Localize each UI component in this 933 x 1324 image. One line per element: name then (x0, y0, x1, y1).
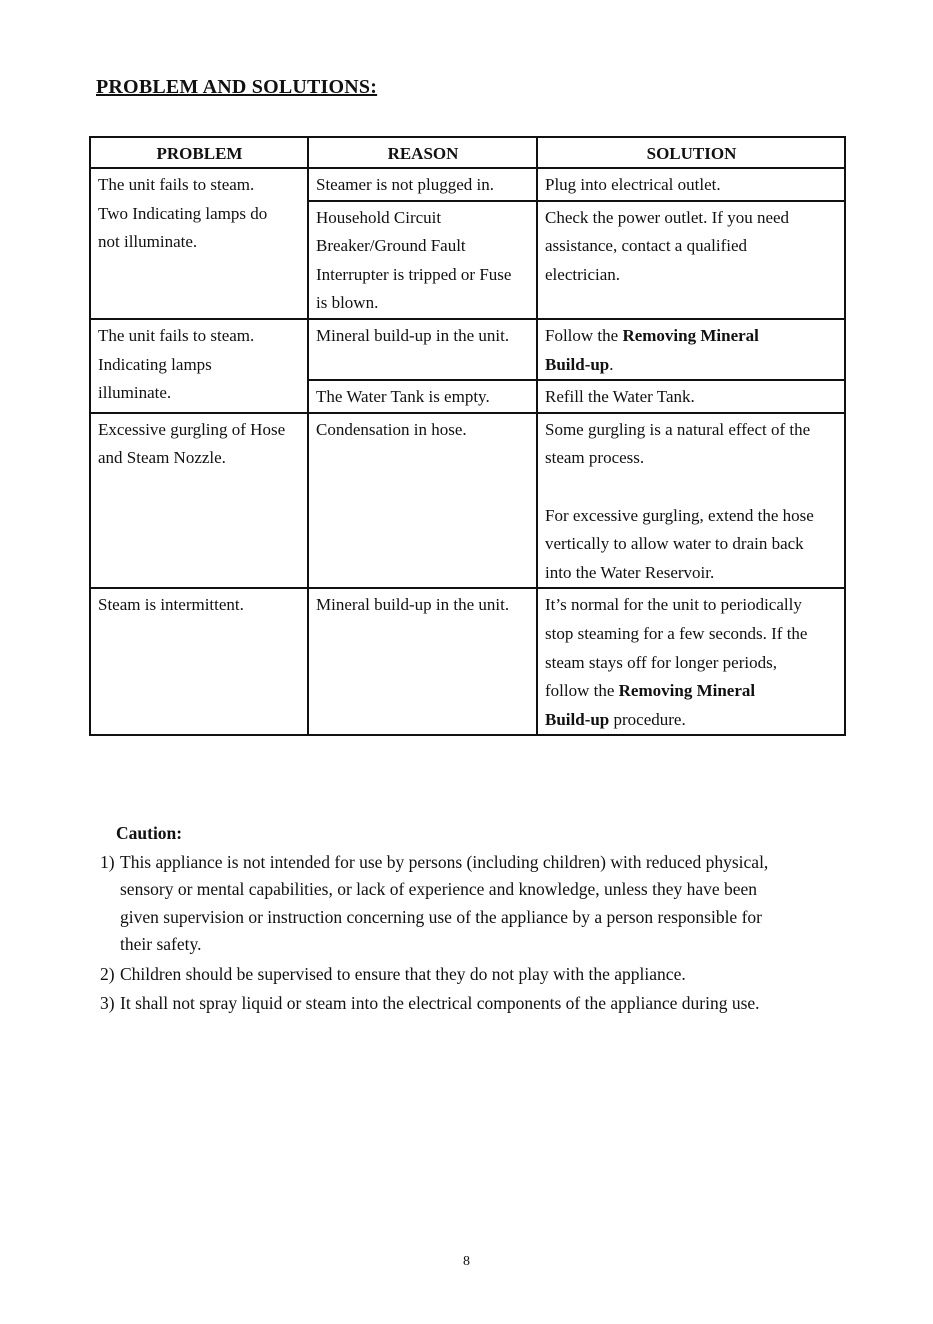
solution-bold-text: Build-up (545, 709, 610, 729)
solution-line: electrician. (545, 264, 621, 284)
caution-item-number: 3) (100, 993, 115, 1013)
reason-line: Steamer is not plugged in. (316, 175, 495, 194)
caution-item (96, 990, 856, 1018)
solution-cell (537, 413, 845, 589)
solution-line: into the Water Reservoir. (545, 562, 715, 582)
problem-line: The unit fails to steam. (98, 175, 255, 194)
solution-cell (537, 319, 845, 380)
solution-line: steam stays off for longer periods, (545, 652, 777, 672)
caution-item-number: 2) (100, 963, 115, 984)
reason-line: Breaker/Ground Fault (316, 236, 466, 256)
solution-cell (537, 201, 845, 319)
solution-cell (537, 380, 845, 413)
table-row (90, 413, 845, 589)
solution-text: . (609, 354, 614, 374)
page-number: 8 (463, 1254, 470, 1269)
reason-cell (308, 319, 537, 380)
reason-line: Interrupter is tripped or Fuse (316, 264, 512, 284)
reason-line: The Water Tank is empty. (316, 387, 490, 407)
reason-line: Condensation in hose. (316, 419, 467, 439)
solution-text: follow the (545, 681, 619, 701)
solution-bold-text: Removing Mineral (622, 325, 759, 345)
header-problem: PROBLEM (90, 137, 308, 168)
solution-line (545, 351, 838, 380)
paragraph-gap (545, 473, 838, 502)
reason-cell (308, 413, 537, 589)
reason-line: is blown. (316, 293, 379, 313)
caution-line: their safety. (120, 934, 202, 954)
reason-line: Household Circuit (316, 207, 442, 227)
problem-line: The unit fails to steam. (98, 325, 255, 345)
problem-line: Excessive gurgling of Hose (98, 419, 286, 439)
problem-cell (90, 168, 308, 319)
caution-item-number: 1) (100, 851, 115, 872)
caution-line: It shall not spray liquid or steam into the electrical components of the appliance during use. (120, 993, 760, 1013)
reason-cell (308, 380, 537, 413)
caution-line: sensory or mental capabilities, or lack of experience and knowledge, unless they have been (120, 879, 758, 899)
solution-line: assistance, contact a qualified (545, 236, 748, 256)
table-row (90, 588, 845, 735)
solution-line: It’s normal for the unit to periodically (545, 595, 802, 615)
solution-cell (537, 168, 845, 201)
solution-line (545, 322, 838, 351)
solution-line: Some gurgling is a natural effect of the (545, 419, 811, 439)
problem-line: and Steam Nozzle. (98, 448, 226, 468)
table-row (90, 168, 845, 201)
caution-section (96, 820, 856, 1018)
solution-bold-text: Build-up (545, 354, 610, 374)
caution-title: Caution: (116, 823, 183, 843)
problem-line: not illuminate. (98, 232, 198, 252)
caution-item (96, 961, 856, 989)
problem-cell (90, 413, 308, 589)
header-solution: SOLUTION (537, 137, 845, 168)
solution-cell (537, 588, 845, 735)
solution-line: Refill the Water Tank. (545, 387, 695, 407)
caution-line: given supervision or instruction concerning use of the appliance by a person responsible for (120, 906, 762, 927)
solution-line (545, 706, 838, 735)
solution-line: vertically to allow water to drain back (545, 534, 804, 554)
solution-line (545, 677, 838, 706)
table-row (90, 319, 845, 380)
solution-line: stop steaming for a few seconds. If the (545, 623, 808, 643)
problem-solutions-table (89, 136, 846, 736)
problem-line: Indicating lamps (98, 354, 212, 374)
caution-line: This appliance is not intended for use by persons (including children) with reduced physical, (120, 851, 769, 872)
solution-line: steam process. (545, 448, 645, 468)
problem-line: Steam is intermittent. (98, 595, 244, 615)
problem-cell (90, 319, 308, 413)
problem-line: Two Indicating lamps do (98, 203, 268, 223)
reason-line: Mineral build-up in the unit. (316, 325, 510, 345)
problem-line: illuminate. (98, 383, 172, 403)
solution-text: procedure. (609, 709, 686, 729)
reason-line: Mineral build-up in the unit. (316, 595, 510, 615)
solution-bold-text: Removing Mineral (618, 681, 756, 701)
solution-line: Plug into electrical outlet. (545, 175, 721, 194)
page-heading: PROBLEM AND SOLUTIONS: (96, 76, 378, 98)
caution-item (96, 849, 856, 959)
solution-line: Check the power outlet. If you need (545, 207, 790, 227)
reason-cell (308, 168, 537, 201)
header-reason: REASON (308, 137, 537, 168)
solution-line: For excessive gurgling, extend the hose (545, 505, 814, 525)
caution-line: Children should be supervised to ensure that they do not play with the appliance. (120, 963, 686, 984)
problem-cell (90, 588, 308, 735)
solution-text: Follow the (545, 325, 623, 345)
reason-cell (308, 588, 537, 735)
reason-cell (308, 201, 537, 319)
table-header-row (90, 137, 845, 168)
